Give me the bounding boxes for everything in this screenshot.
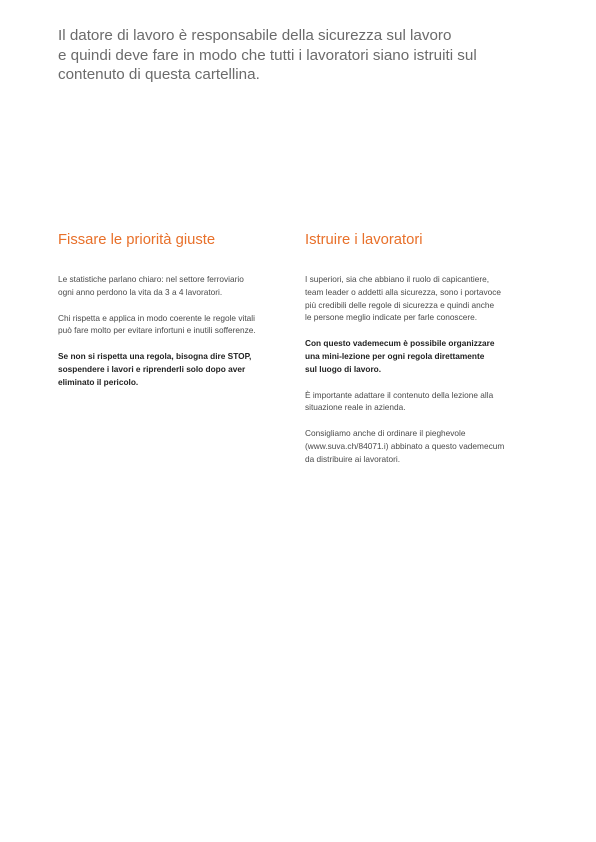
- text-line: più credibili delle regole di sicurezza e quindi anche: [305, 299, 495, 310]
- left-paragraph-3-emphasis: [58, 350, 298, 388]
- intro-line: e quindi deve fare in modo che tutti i lavoratori siano istruiti sul: [58, 46, 477, 64]
- text-line: sospendere i lavori e riprenderli solo dopo aver: [58, 363, 246, 374]
- text-line: sul luogo di lavoro.: [305, 363, 382, 374]
- left-column-title: Fissare le priorità giuste: [58, 232, 216, 248]
- text-line: team leader o addetti alla sicurezza, sono i portavoce: [305, 286, 502, 297]
- left-column: [58, 231, 298, 402]
- text-line: È importante adattare il contenuto della lezione alla: [305, 389, 494, 400]
- text-line: le persone meglio indicate per farle conoscere.: [305, 312, 478, 323]
- text-line: Con questo vademecum è possibile organizzare: [305, 338, 495, 349]
- left-paragraph-2: [58, 312, 298, 338]
- right-column-title: Istruire i lavoratori: [305, 232, 423, 248]
- intro-line: contenuto di questa cartellina.: [58, 66, 260, 83]
- text-line: ogni anno perdono la vita da 3 a 4 lavoratori.: [58, 286, 223, 297]
- text-line: Consigliamo anche di ordinare il pieghevole: [305, 428, 466, 439]
- text-line: da distribuire ai lavoratori.: [305, 453, 400, 464]
- text-line: Se non si rispetta una regola, bisogna dire STOP,: [58, 351, 252, 362]
- right-column: [305, 231, 550, 479]
- text-line: eliminato il pericolo.: [58, 376, 139, 387]
- text-line: (www.suva.ch/84071.i) abbinato a questo vademecum: [305, 440, 505, 451]
- text-line: può fare molto per evitare infortuni e inutili sofferenze.: [58, 325, 256, 336]
- left-paragraph-1: [58, 273, 298, 299]
- right-paragraph-2-emphasis: [305, 337, 550, 375]
- right-paragraph-4: [305, 427, 550, 465]
- text-line: una mini-lezione per ogni regola direttamente: [305, 350, 485, 361]
- text-line: Le statistiche parlano chiaro: nel settore ferroviario: [58, 274, 244, 284]
- right-paragraph-1: [305, 273, 550, 324]
- text-line: I superiori, sia che abbiano il ruolo di capicantiere,: [305, 274, 490, 284]
- intro-text: [58, 26, 558, 85]
- intro-line: Il datore di lavoro è responsabile della sicurezza sul lavoro: [58, 27, 452, 44]
- right-paragraph-3: [305, 389, 550, 415]
- text-line: situazione reale in azienda.: [305, 402, 406, 413]
- text-line: Chi rispetta e applica in modo coerente le regole vitali: [58, 312, 255, 323]
